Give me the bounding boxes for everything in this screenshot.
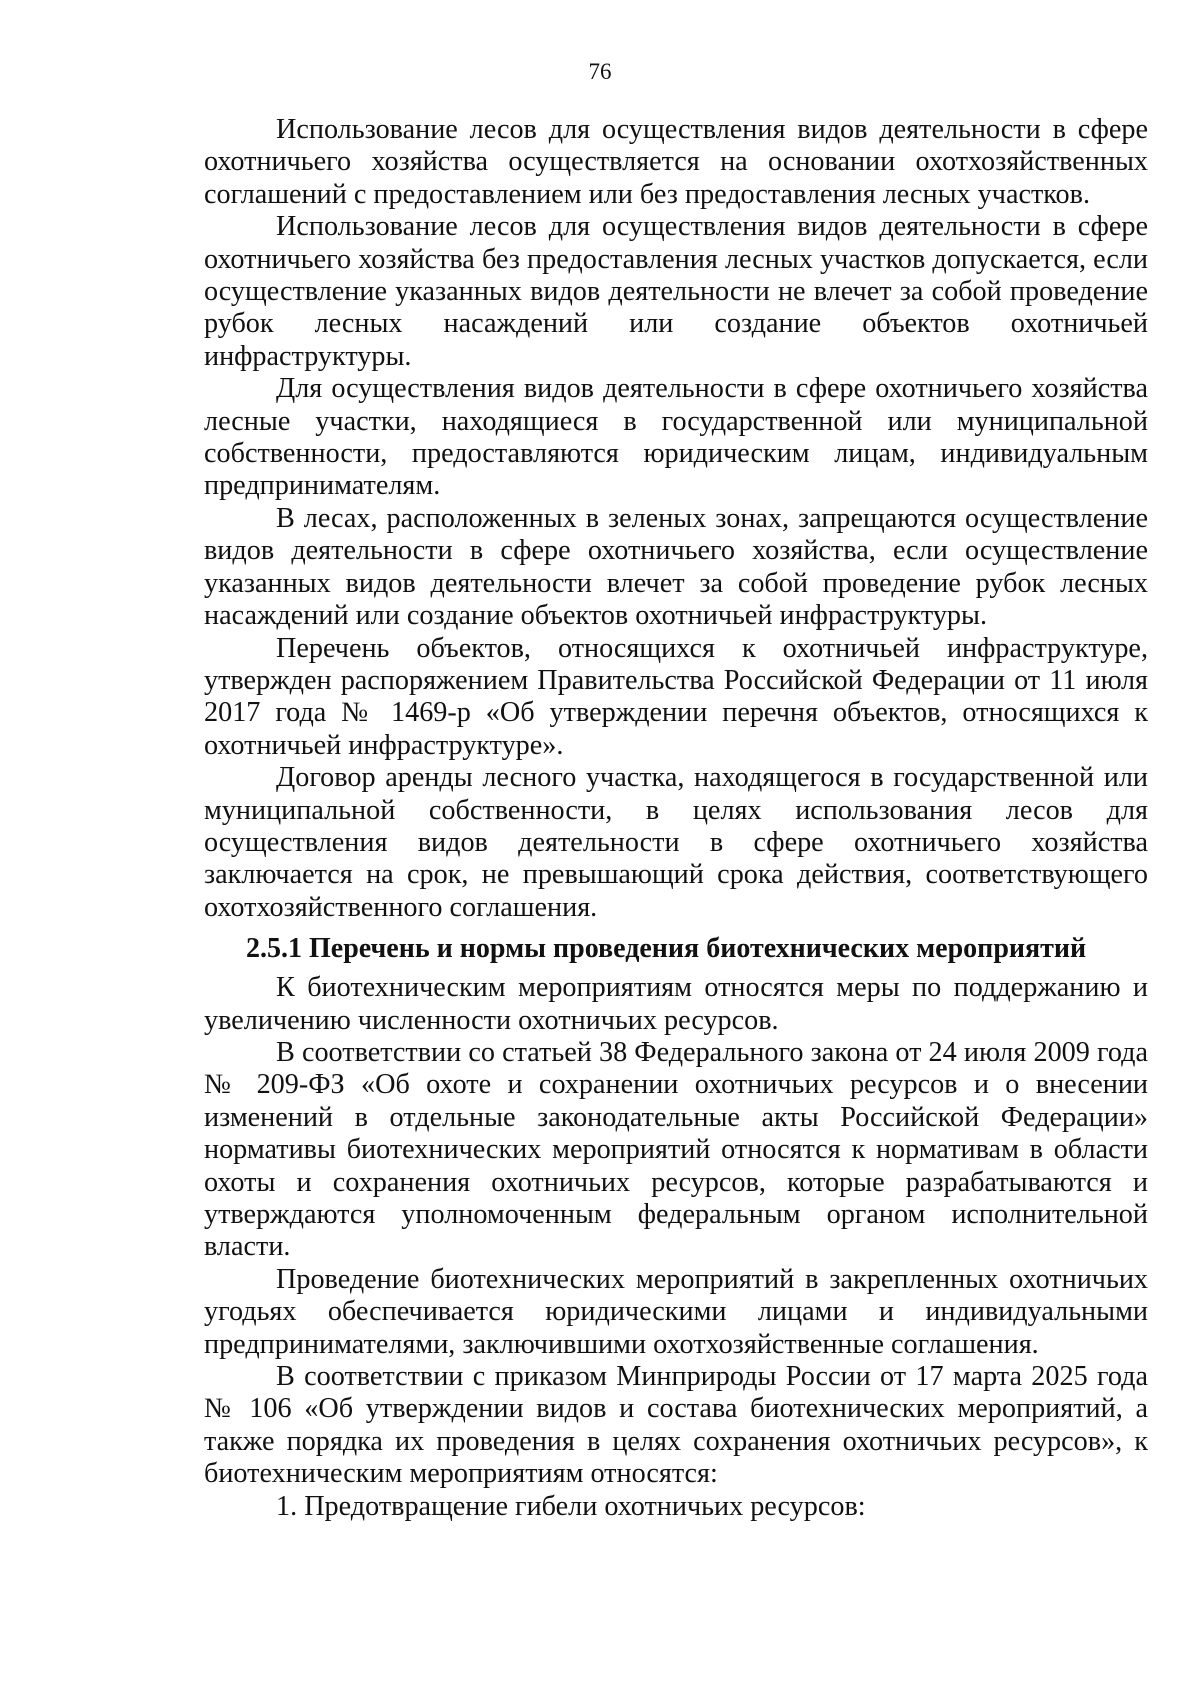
- paragraph-forest-use-hunting: Использование лесов для осуществления видов деятельности в сфере охотничьего хозяйства осуществляется на основании охотхозяйственных соглашений с предоставлением или без предоставления лесных участков.: [204, 114, 1148, 210]
- section-heading: 2.5.1 Перечень и нормы проведения биотехнических мероприятий: [246, 933, 1087, 965]
- paragraph-federal-law-209: В соответствии со статьей 38 Федерального закона от 24 июля 2009 года № 209-ФЗ «Об охоте и сохранении охотничьих ресурсов и о внесении изменений в отдельные законодательные акты Российской Федерации» нормативы биотехнических мероприятий относятся к нормативам в области охоты и сохранения охотничьих ресурсов, которые разрабатываются и утверждаются уполномоченным федеральным органом исполнительной власти.: [204, 1036, 1148, 1263]
- list-item-1: 1. Предотвращение гибели охотничьих ресурсов:: [276, 1490, 866, 1522]
- paragraph-responsible-parties: Проведение биотехнических мероприятий в закрепленных охотничьих угодьях обеспечивается юридическими лицами и индивидуальными предпринимателями, заключившими охотхозяйственные соглашения.: [204, 1263, 1148, 1360]
- paragraph-lease-agreement: Договор аренды лесного участка, находящегося в государственной или муниципальной собственности, в целях использования лесов для осуществления видов деятельности в сфере охотничьего хозяйства заключается на срок, не превышающий срока действия, соответствующего охотхозяйственного соглашения.: [204, 762, 1148, 923]
- document-body: [204, 114, 1148, 1523]
- paragraph-plots-provision: Для осуществления видов деятельности в сфере охотничьего хозяйства лесные участки, находящиеся в государственной или муниципальной собственности, предоставляются юридическим лицам, индивидуальным предпринимателям.: [204, 373, 1148, 502]
- page-number: 76: [588, 59, 612, 84]
- paragraph-green-zones: В лесах, расположенных в зеленых зонах, запрещаются осуществление видов деятельности в сфере охотничьего хозяйства, если осуществление указанных видов деятельности влечет за собой проведение рубок лесных насаждений или создание объектов охотничьей инфраструктуры.: [204, 502, 1148, 632]
- paragraph-use-without-plots: Использование лесов для осуществления видов деятельности в сфере охотничьего хозяйства без предоставления лесных участков допускается, если осуществление указанных видов деятельности не влечет за собой проведение рубок лесных насаждений или создание объектов охотничьей инфраструктуры.: [204, 211, 1148, 372]
- paragraph-biotechnical-definition: К биотехническим мероприятиям относятся меры по поддержанию и увеличению численности охотничьих ресурсов.: [204, 972, 1148, 1036]
- paragraph-order-106: В соответствии с приказом Минприроды России от 17 марта 2025 года № 106 «Об утверждении видов и состава биотехнических мероприятий, а также порядка их проведения в целях сохранения охотничьих ресурсов», к биотехническим мероприятиям относятся:: [204, 1361, 1148, 1490]
- paragraph-infrastructure-list: Перечень объектов, относящихся к охотничьей инфраструктуре, утвержден распоряжением Правительства Российской Федерации от 11 июля 2017 года № 1469-р «Об утверждении перечня объектов, относящихся к охотничьей инфраструктуре».: [204, 632, 1148, 761]
